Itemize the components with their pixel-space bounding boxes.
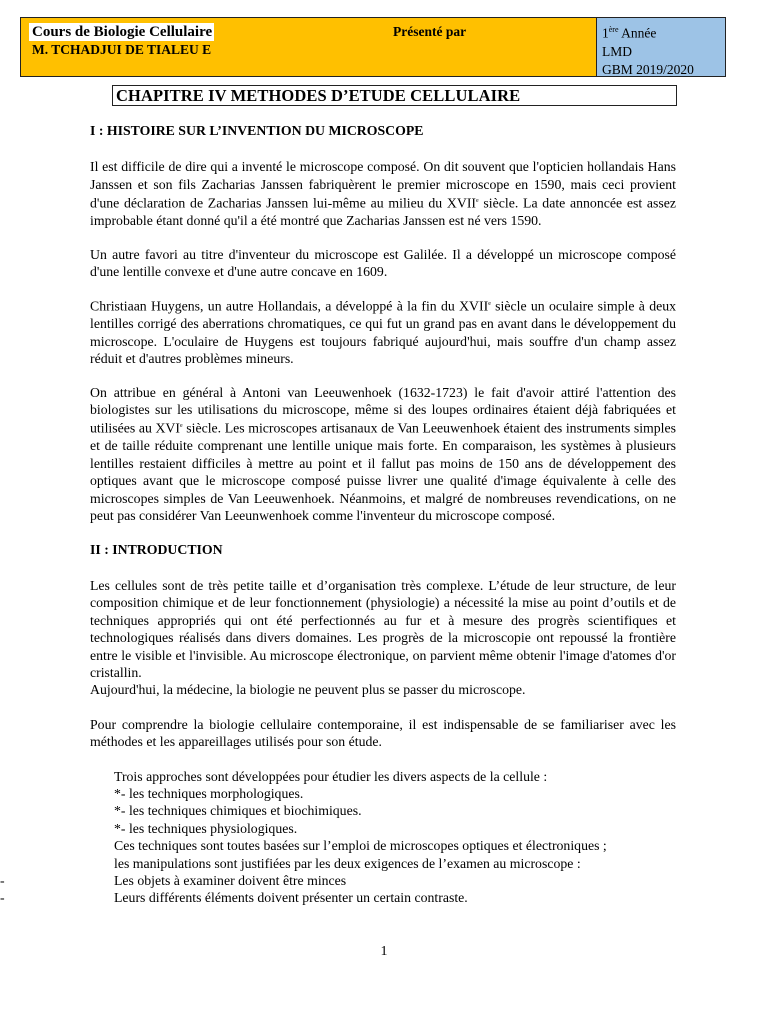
course-header: [20, 17, 726, 77]
page-number: 1: [380, 944, 388, 959]
paragraph-4: On attribue en général à Antoni van Leeuwenhoek (1632-1723) le fait d'avoir attiré l'attention des biologistes sur les utilisations du microscope, même si des loupes ordinaires étaient déjà fabriquées et utilisées au XVIe siècle. Les microscopes artisanaux de Van Leeuwenhoek étaient des instruments simples et de taille réduite comprenant une lentille unique mais forte. En comparaison, les systèmes à plusieurs lentilles restaient difficiles à mettre au point et il fallut pas moins de 150 ans de développement des optiques avant que le microscope composé puisse livrer une qualité d'image équivalente à celle des microscopes simples de Van Leeuwenhoek. Néanmoins, et malgré de nombreuses revendications, on ne peut pas considérer Van Leeunwenhoek comme l'inventeur du microscope composé.: [90, 384, 676, 524]
list-item: *- les techniques morphologiques.: [114, 785, 304, 801]
program-label: LMD: [602, 43, 632, 59]
list-item: *- les techniques physiologiques.: [114, 820, 298, 836]
dash-bullet: -: [0, 890, 5, 906]
paragraph-3: Christiaan Huygens, un autre Hollandais, a développé à la fin du XVIIe siècle un oculaire simple à deux lentilles corrigé des aberrations chromatiques, ce qui fut un grand pas en avant dans le développement du microscope. L'oculaire de Huygens est toujours fabriqué aujourd'hui, mais souffre d'un champ assez réduit et d'autres problèmes mineurs.: [90, 299, 677, 367]
paragraph-2: Un autre favori au titre d'inventeur du microscope est Galilée. Il a développé un microscope composé d'une lentille convexe et d'une autre concave en 1609.: [90, 246, 676, 280]
list-item: - Leurs différents éléments doivent présenter un certain contraste.: [0, 890, 468, 906]
list-item: *- les techniques chimiques et biochimiques.: [114, 803, 362, 819]
techniques-line-2: les manipulations sont justifiées par les deux exigences de l’examen au microscope :: [114, 855, 581, 871]
chapter-title: CHAPITRE IV METHODES D’ETUDE CELLULAIRE: [112, 85, 677, 106]
section-2-title: II : INTRODUCTION: [90, 541, 223, 557]
section-1-title: I : HISTOIRE SUR L’INVENTION DU MICROSCOPE: [90, 123, 424, 138]
approaches-block: [90, 768, 676, 872]
document-body: [0, 122, 677, 907]
paragraph-5: Les cellules sont de très petite taille et d’organisation très complexe. L’étude de leur structure, de leur composition chimique et de leur fonctionnement (physiologie) a nécessité la mise au point d’outils et de techniques appropriés qui ont été perfectionnés au fur et à mesure des progrès scientifiques et technologiques réalisés dans divers domaines. Les progrès de la microscopie ont repoussé la frontière entre le visible et l'invisible. Au microscope électronique, on parvient même obtenir l'image d'atomes d'or cristallin.: [90, 577, 676, 680]
paragraph-1: Il est difficile de dire qui a inventé le microscope composé. On dit souvent que l'opticien hollandais Hans Janssen et son fils Zacharias Janssen fabriquèrent le premier microscope en 1590, mais ceci provient d'une déclaration de Zacharias Janssen lui-même au milieu du XVIIe siècle. La date annoncée est assez improbable étant donné qu'il a été montré que Zacharias Janssen est né vers 1590.: [90, 159, 677, 229]
course-title: Cours de Biologie Cellulaire: [29, 23, 214, 41]
list-item: - Les objets à examiner doivent être minces: [0, 873, 347, 888]
presented-by-label: Présenté par: [393, 24, 467, 39]
dash-bullet: -: [0, 873, 5, 888]
class-year: GBM 2019/2020: [602, 61, 694, 77]
techniques-line-1: Ces techniques sont toutes basées sur l’emploi de microscopes optiques et électroniques ;: [114, 838, 607, 854]
paragraph-5-end: Aujourd'hui, la médecine, la biologie ne peuvent plus se passer du microscope.: [90, 682, 526, 698]
header-left-panel: [21, 18, 597, 76]
paragraph-6: Pour comprendre la biologie cellulaire contemporaine, il est indispensable de se familiariser avec les méthodes et les appareillages utilisés pour son étude.: [90, 716, 676, 750]
approaches-intro: Trois approches sont développées pour étudier les divers aspects de la cellule :: [114, 768, 548, 784]
author-name: M. TCHADJUI DE TIALEU E: [32, 42, 212, 57]
year-level: 1ère Année: [602, 25, 657, 41]
header-right-panel: [597, 18, 725, 76]
